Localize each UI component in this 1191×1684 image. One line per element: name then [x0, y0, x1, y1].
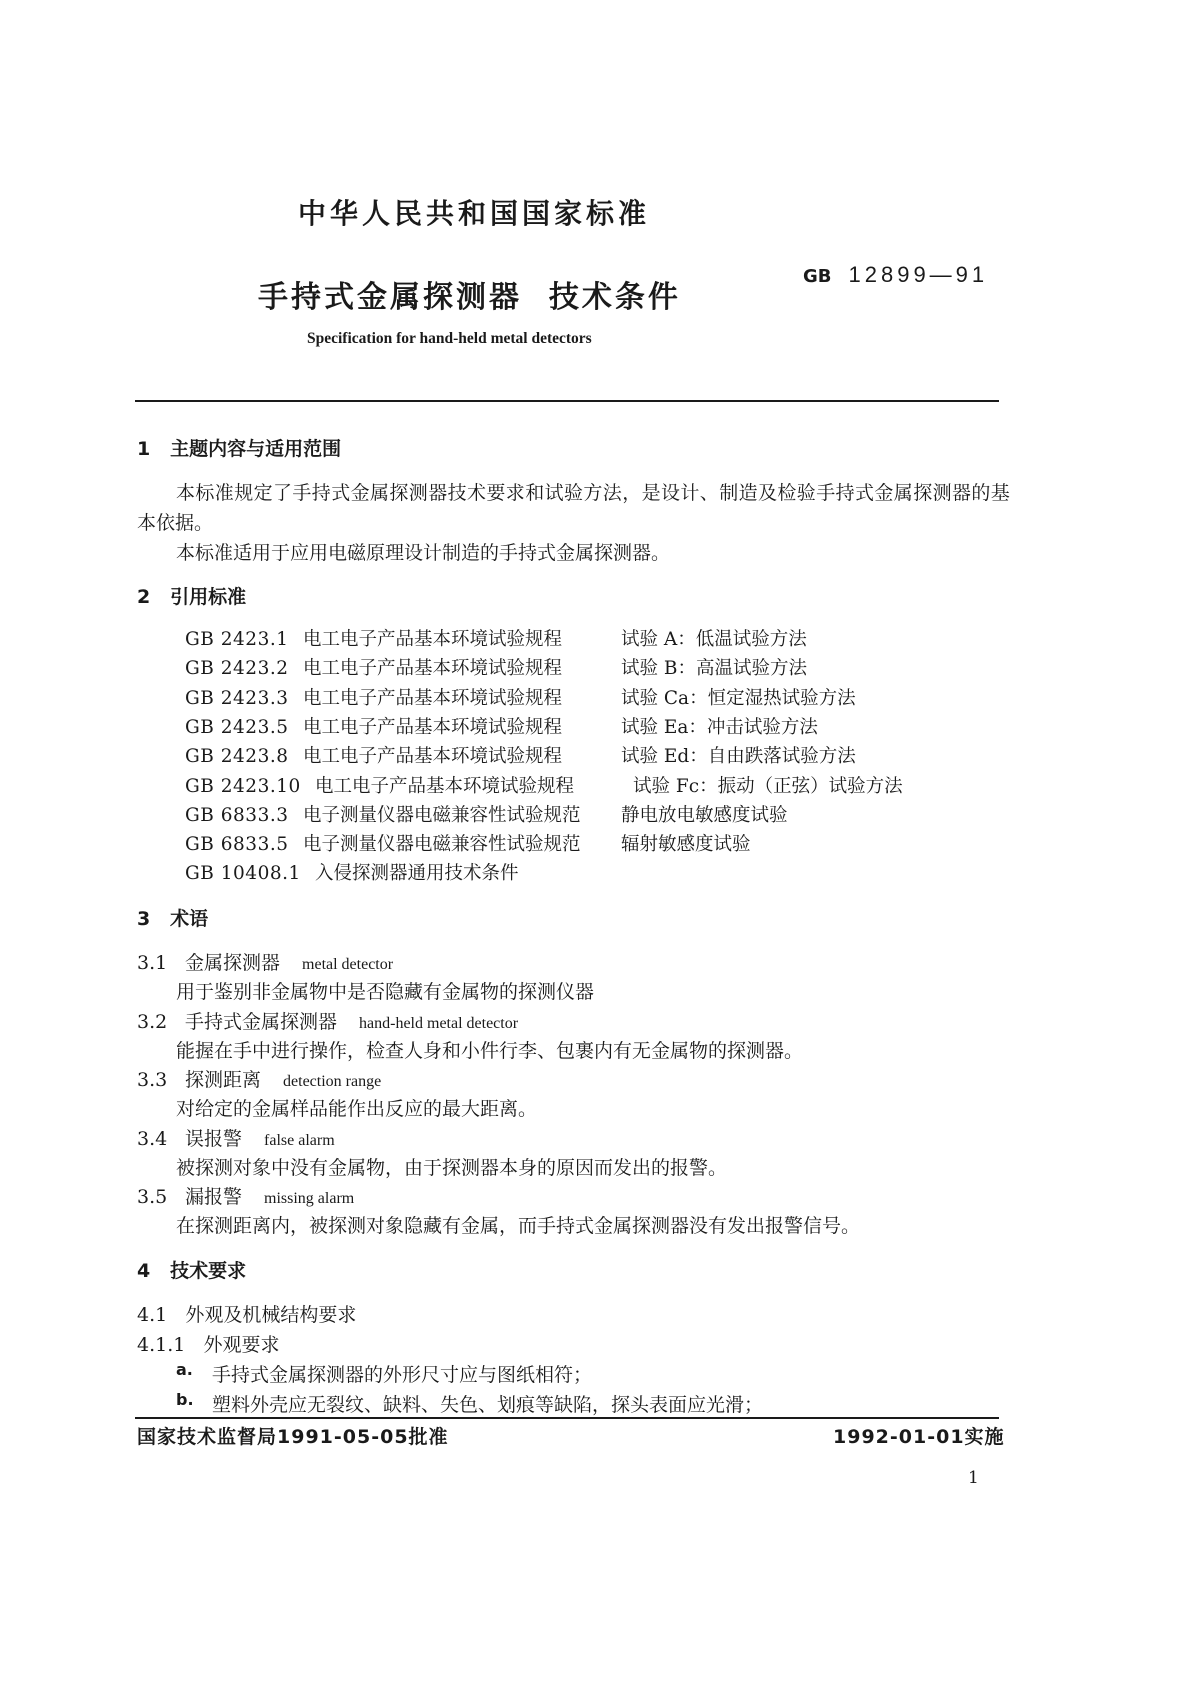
reference-description: 试验 Ea：冲击试验方法: [621, 716, 818, 738]
term-number: 3.2: [137, 1010, 168, 1033]
reference-code: GB 2423.8: [185, 746, 289, 768]
reference-code: GB 2423.1: [185, 629, 289, 650]
term-chinese: 漏报警: [185, 1186, 243, 1208]
term-heading: [137, 1065, 381, 1092]
section-1-paragraph-1-line-1: 本标准规定了手持式金属探测器技术要求和试验方法，是设计、制造及检验手持式金属探测器的基: [176, 482, 1011, 504]
reference-item: [185, 830, 751, 856]
term-chinese: 误报警: [185, 1127, 243, 1150]
item-b-text: 塑料外壳应无裂纹、缺料、失色、划痕等缺陷，探头表面应光滑；: [212, 1394, 764, 1416]
reference-description: 试验 Ca：恒定湿热试验方法: [621, 687, 856, 709]
national-standard-title: 中华人民共和国国家标准: [298, 197, 651, 230]
reference-description: 试验 B：高温试验方法: [621, 658, 807, 680]
reference-title: 电工电子产品基本环境试验规程: [303, 658, 563, 680]
approval-line: 国家技术监督局1991-05-05批准: [137, 1426, 449, 1448]
term-english: hand-held metal detector: [359, 1014, 519, 1032]
reference-code: GB 6833.5: [185, 834, 289, 856]
section-3-heading: 3 术语: [137, 908, 209, 930]
term-definition: 被探测对象中没有金属物，由于探测器本身的原因而发出的报警。: [176, 1156, 728, 1179]
term-chinese: 探测距离: [185, 1069, 262, 1091]
term-number: 3.5: [137, 1186, 168, 1208]
reference-code: GB 2423.3: [185, 687, 289, 709]
reference-code: GB 2423.2: [185, 658, 289, 680]
term-definition: 能握在手中进行操作，检查人身和小件行李、包裹内有无金属物的探测器。: [176, 1039, 804, 1062]
reference-item: [185, 772, 903, 798]
term-definition: 在探测距离内，被探测对象隐藏有金属，而手持式金属探测器没有发出报警信号。: [176, 1215, 861, 1237]
reference-item: [185, 625, 807, 651]
reference-title: 电工电子产品基本环境试验规程: [303, 687, 563, 709]
term-english: detection range: [283, 1073, 382, 1090]
section-2-heading: 2 引用标准: [137, 586, 247, 608]
reference-description: 辐射敏感度试验: [621, 834, 751, 856]
header-rule: [135, 400, 999, 402]
subsection-4-1-1: 4.1.1 外观要求: [137, 1334, 280, 1356]
reference-title: 电子测量仪器电磁兼容性试验规范: [303, 804, 581, 826]
english-title: Specification for hand-held metal detectors: [307, 330, 592, 347]
section-1-paragraph-1-line-2: 本依据。: [137, 512, 214, 534]
term-definition: 对给定的金属样品能作出反应的最大距离。: [176, 1098, 538, 1120]
term-heading: [137, 1007, 518, 1034]
reference-item: [185, 859, 633, 885]
implementation-date: 1992-01-01实施: [833, 1426, 1005, 1448]
reference-description: 试验 A：低温试验方法: [621, 629, 807, 650]
standard-number: [803, 262, 988, 288]
term-number: 3.4: [137, 1127, 168, 1150]
reference-title: 电工电子产品基本环境试验规程: [303, 629, 563, 650]
term-heading: [137, 948, 393, 975]
term-english: missing alarm: [264, 1190, 355, 1207]
reference-item: [185, 684, 856, 710]
term-chinese: 手持式金属探测器: [185, 1010, 338, 1033]
term-definition: 用于鉴别非金属物中是否隐藏有金属物的探测仪器: [176, 981, 595, 1003]
reference-item: [185, 801, 788, 827]
reference-title: 电工电子产品基本环境试验规程: [315, 775, 575, 797]
footer-rule: [135, 1417, 999, 1419]
reference-title: 电子测量仪器电磁兼容性试验规范: [303, 834, 581, 856]
reference-item: [185, 654, 807, 680]
document-title: 手持式金属探测器 技术条件: [258, 280, 681, 315]
term-english: metal detector: [302, 956, 394, 973]
reference-description: 静电放电敏感度试验: [621, 804, 788, 826]
subsection-4-1: 4.1 外观及机械结构要求: [137, 1304, 357, 1326]
section-4-heading: 4 技术要求: [137, 1260, 247, 1282]
reference-title: 电工电子产品基本环境试验规程: [303, 716, 563, 738]
item-a-text: 手持式金属探测器的外形尺寸应与图纸相符；: [212, 1364, 593, 1386]
reference-code: GB 2423.10: [185, 775, 301, 797]
reference-title: 电工电子产品基本环境试验规程: [303, 746, 563, 768]
term-english: false alarm: [264, 1131, 335, 1149]
section-1-paragraph-2: 本标准适用于应用电磁原理设计制造的手持式金属探测器。: [176, 542, 671, 564]
item-a-label: a.: [176, 1360, 193, 1379]
term-number: 3.1: [137, 952, 168, 974]
standard-prefix: GB: [803, 266, 832, 287]
reference-code: GB 10408.1: [185, 863, 301, 885]
term-chinese: 金属探测器: [185, 952, 281, 974]
reference-code: GB 2423.5: [185, 716, 289, 738]
term-heading: [137, 1182, 354, 1209]
section-1-heading: 1 主题内容与适用范围: [137, 438, 342, 460]
reference-item: [185, 713, 818, 739]
item-b-label: b.: [176, 1390, 194, 1409]
reference-title: 入侵探测器通用技术条件: [315, 863, 519, 885]
reference-code: GB 6833.3: [185, 804, 289, 826]
page-number: 1: [968, 1468, 979, 1488]
reference-item: [185, 742, 856, 768]
term-number: 3.3: [137, 1069, 168, 1091]
standard-code: 12899—91: [848, 262, 989, 287]
reference-description: 试验 Ed：自由跌落试验方法: [621, 746, 856, 768]
reference-description: 试验 Fc：振动（正弦）试验方法: [633, 775, 903, 797]
term-heading: [137, 1124, 335, 1151]
